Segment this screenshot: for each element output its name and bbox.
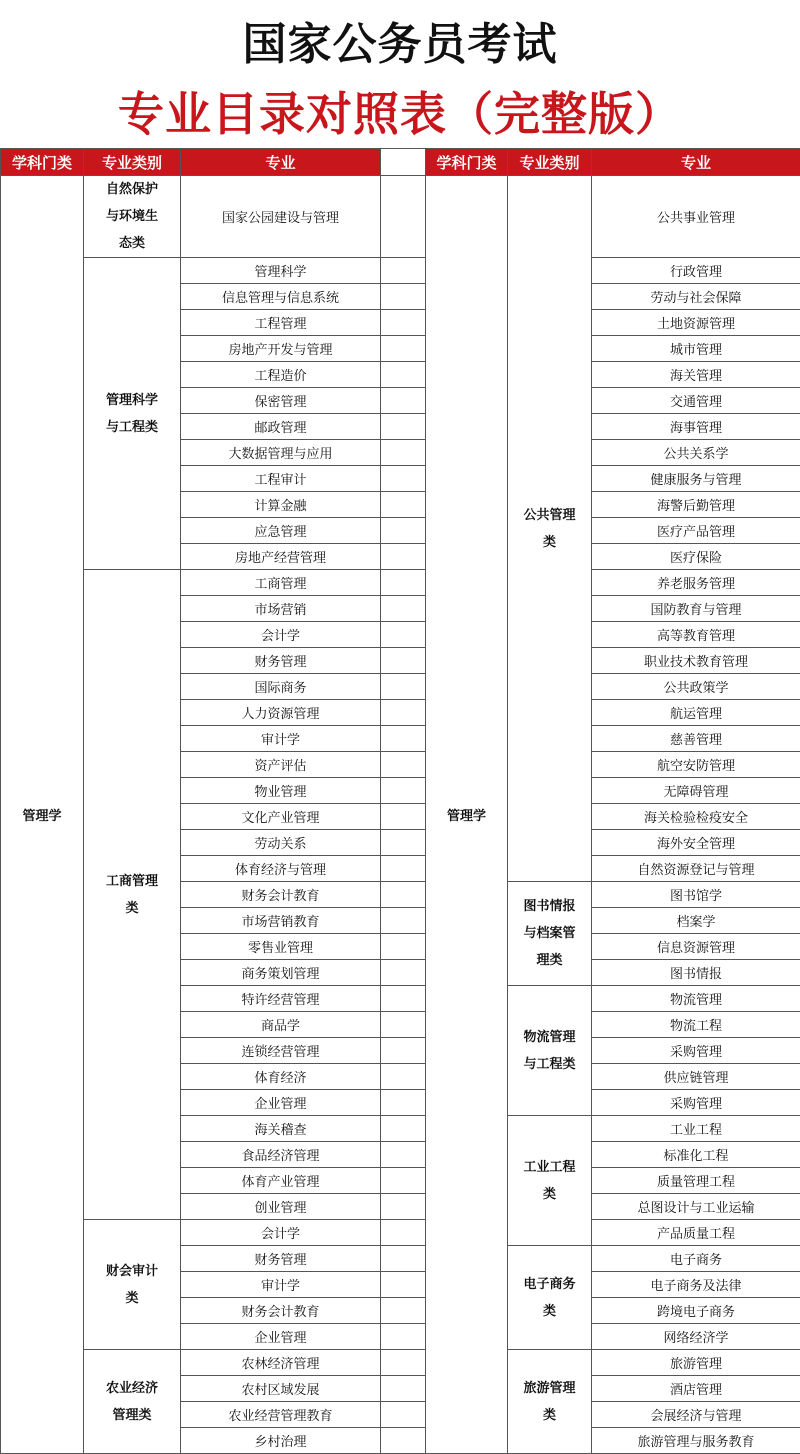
header-major-right: 专业: [592, 149, 800, 176]
category-cell-right: 图书情报 与档案管 理类: [508, 882, 592, 986]
gap-cell: [381, 752, 426, 778]
table-row: [1, 258, 800, 284]
major-cell-left: 海关稽查: [181, 1116, 381, 1142]
header-major-left: 专业: [181, 149, 381, 176]
major-cell-left: 应急管理: [181, 518, 381, 544]
major-cell-left: 创业管理: [181, 1194, 381, 1220]
major-cell-left: 工程管理: [181, 310, 381, 336]
gap-cell: [381, 310, 426, 336]
major-cell-left: 工程造价: [181, 362, 381, 388]
major-cell-right: 航运管理: [592, 700, 800, 726]
major-cell-left: 保密管理: [181, 388, 381, 414]
gap-cell: [381, 1168, 426, 1194]
major-cell-left: 工商管理: [181, 570, 381, 596]
major-cell-right: 医疗产品管理: [592, 518, 800, 544]
major-cell-left: 财务管理: [181, 648, 381, 674]
major-cell-right: 供应链管理: [592, 1064, 800, 1090]
major-cell-left: 房地产开发与管理: [181, 336, 381, 362]
major-cell-left: 财务会计教育: [181, 882, 381, 908]
major-cell-right: 总图设计与工业运输: [592, 1194, 800, 1220]
major-cell-right: 跨境电子商务: [592, 1298, 800, 1324]
gap-cell: [381, 518, 426, 544]
major-cell-right: 电子商务及法律: [592, 1272, 800, 1298]
category-cell-right: 工业工程 类: [508, 1116, 592, 1246]
major-cell-left: 审计学: [181, 1272, 381, 1298]
major-cell-right: 酒店管理: [592, 1376, 800, 1402]
major-cell-left: 连锁经营管理: [181, 1038, 381, 1064]
gap-cell: [381, 778, 426, 804]
major-cell-left: 企业管理: [181, 1090, 381, 1116]
major-cell-left: 农业经营管理教育: [181, 1402, 381, 1428]
major-cell-right: 高等教育管理: [592, 622, 800, 648]
major-cell-left: 财务会计教育: [181, 1298, 381, 1324]
discipline-cell-left: 管理学: [1, 176, 84, 1454]
major-cell-left: 工程审计: [181, 466, 381, 492]
major-cell-right: 交通管理: [592, 388, 800, 414]
category-cell-left: 农业经济 管理类: [84, 1350, 181, 1454]
major-cell-right: 质量管理工程: [592, 1168, 800, 1194]
gap-cell: [381, 674, 426, 700]
gap-cell: [381, 830, 426, 856]
major-cell-left: 财务管理: [181, 1246, 381, 1272]
major-cell-left: 资产评估: [181, 752, 381, 778]
gap-cell: [381, 700, 426, 726]
major-cell-right: 公共政策学: [592, 674, 800, 700]
major-cell-left: 商务策划管理: [181, 960, 381, 986]
major-cell-right: 航空安防管理: [592, 752, 800, 778]
header-gap: [381, 149, 426, 176]
major-cell-left: 会计学: [181, 622, 381, 648]
major-catalog-table: [0, 148, 800, 1454]
major-cell-right: 无障碍管理: [592, 778, 800, 804]
gap-cell: [381, 1402, 426, 1428]
major-cell-left: 国际商务: [181, 674, 381, 700]
major-cell-right: 采购管理: [592, 1038, 800, 1064]
discipline-cell-right: 管理学: [426, 176, 508, 1454]
major-cell-right: 自然资源登记与管理: [592, 856, 800, 882]
gap-cell: [381, 908, 426, 934]
major-cell-right: 物流工程: [592, 1012, 800, 1038]
gap-cell: [381, 1428, 426, 1454]
major-cell-right: 城市管理: [592, 336, 800, 362]
major-cell-left: 管理科学: [181, 258, 381, 284]
gap-cell: [381, 1220, 426, 1246]
major-cell-right: 职业技术教育管理: [592, 648, 800, 674]
table-row: [1, 1350, 800, 1376]
major-cell-left: 邮政管理: [181, 414, 381, 440]
gap-cell: [381, 466, 426, 492]
major-cell-left: 国家公园建设与管理: [181, 176, 381, 258]
gap-cell: [381, 1064, 426, 1090]
page-subtitle: 专业目录对照表（完整版）: [0, 78, 800, 144]
gap-cell: [381, 1038, 426, 1064]
gap-cell: [381, 284, 426, 310]
major-cell-left: 人力资源管理: [181, 700, 381, 726]
major-cell-right: 养老服务管理: [592, 570, 800, 596]
major-cell-right: 劳动与社会保障: [592, 284, 800, 310]
gap-cell: [381, 596, 426, 622]
gap-cell: [381, 1272, 426, 1298]
major-cell-right: 国防教育与管理: [592, 596, 800, 622]
gap-cell: [381, 960, 426, 986]
header-discipline-right: 学科门类: [426, 149, 508, 176]
gap-cell: [381, 1194, 426, 1220]
category-cell-left: 自然保护 与环境生 态类: [84, 176, 181, 258]
category-cell-right: 电子商务 类: [508, 1246, 592, 1350]
major-cell-left: 企业管理: [181, 1324, 381, 1350]
header-discipline-left: 学科门类: [1, 149, 84, 176]
gap-cell: [381, 544, 426, 570]
major-cell-left: 农林经济管理: [181, 1350, 381, 1376]
major-cell-right: 标准化工程: [592, 1142, 800, 1168]
major-cell-right: 图书馆学: [592, 882, 800, 908]
gap-cell: [381, 388, 426, 414]
major-cell-left: 计算金融: [181, 492, 381, 518]
major-cell-right: 公共事业管理: [592, 176, 800, 258]
major-cell-left: 信息管理与信息系统: [181, 284, 381, 310]
major-cell-right: 网络经济学: [592, 1324, 800, 1350]
major-cell-left: 文化产业管理: [181, 804, 381, 830]
major-cell-left: 物业管理: [181, 778, 381, 804]
gap-cell: [381, 176, 426, 258]
gap-cell: [381, 882, 426, 908]
gap-cell: [381, 570, 426, 596]
gap-cell: [381, 1298, 426, 1324]
major-cell-right: 海事管理: [592, 414, 800, 440]
gap-cell: [381, 258, 426, 284]
major-cell-right: 海警后勤管理: [592, 492, 800, 518]
major-cell-left: 乡村治理: [181, 1428, 381, 1454]
major-cell-right: 产品质量工程: [592, 1220, 800, 1246]
major-cell-right: 信息资源管理: [592, 934, 800, 960]
gap-cell: [381, 1376, 426, 1402]
major-cell-right: 工业工程: [592, 1116, 800, 1142]
major-cell-left: 体育产业管理: [181, 1168, 381, 1194]
gap-cell: [381, 440, 426, 466]
major-cell-right: 土地资源管理: [592, 310, 800, 336]
header-category-left: 专业类别: [84, 149, 181, 176]
gap-cell: [381, 648, 426, 674]
major-cell-right: 旅游管理: [592, 1350, 800, 1376]
gap-cell: [381, 1350, 426, 1376]
gap-cell: [381, 856, 426, 882]
category-cell-right: 物流管理 与工程类: [508, 986, 592, 1116]
category-cell-left: 工商管理 类: [84, 570, 181, 1220]
table-header-row: [1, 149, 800, 176]
major-cell-right: 物流管理: [592, 986, 800, 1012]
gap-cell: [381, 492, 426, 518]
major-cell-right: 采购管理: [592, 1090, 800, 1116]
table-row: [1, 570, 800, 596]
major-cell-right: 行政管理: [592, 258, 800, 284]
gap-cell: [381, 804, 426, 830]
gap-cell: [381, 622, 426, 648]
major-cell-left: 体育经济与管理: [181, 856, 381, 882]
major-cell-right: 海关检验检疫安全: [592, 804, 800, 830]
gap-cell: [381, 1116, 426, 1142]
major-cell-right: 海外安全管理: [592, 830, 800, 856]
major-cell-right: 电子商务: [592, 1246, 800, 1272]
category-cell-left: 财会审计 类: [84, 1220, 181, 1350]
major-cell-right: 会展经济与管理: [592, 1402, 800, 1428]
major-cell-right: 图书情报: [592, 960, 800, 986]
gap-cell: [381, 934, 426, 960]
gap-cell: [381, 1090, 426, 1116]
gap-cell: [381, 1012, 426, 1038]
major-cell-left: 食品经济管理: [181, 1142, 381, 1168]
gap-cell: [381, 414, 426, 440]
major-cell-right: 慈善管理: [592, 726, 800, 752]
major-cell-left: 房地产经营管理: [181, 544, 381, 570]
major-cell-right: 海关管理: [592, 362, 800, 388]
major-cell-left: 会计学: [181, 1220, 381, 1246]
major-cell-left: 体育经济: [181, 1064, 381, 1090]
major-cell-left: 零售业管理: [181, 934, 381, 960]
gap-cell: [381, 1324, 426, 1350]
major-cell-right: 旅游管理与服务教育: [592, 1428, 800, 1454]
major-cell-left: 市场营销: [181, 596, 381, 622]
major-cell-right: 健康服务与管理: [592, 466, 800, 492]
major-cell-left: 审计学: [181, 726, 381, 752]
major-cell-left: 大数据管理与应用: [181, 440, 381, 466]
gap-cell: [381, 336, 426, 362]
page-title: 国家公务员考试: [0, 8, 800, 72]
major-cell-right: 公共关系学: [592, 440, 800, 466]
category-cell-right: 公共管理 类: [508, 176, 592, 882]
major-cell-left: 农村区域发展: [181, 1376, 381, 1402]
header-category-right: 专业类别: [508, 149, 592, 176]
category-cell-left: 管理科学 与工程类: [84, 258, 181, 570]
gap-cell: [381, 1142, 426, 1168]
gap-cell: [381, 1246, 426, 1272]
major-cell-right: 医疗保险: [592, 544, 800, 570]
major-cell-left: 市场营销教育: [181, 908, 381, 934]
table-row: [1, 1220, 800, 1246]
gap-cell: [381, 986, 426, 1012]
major-cell-left: 特许经营管理: [181, 986, 381, 1012]
gap-cell: [381, 726, 426, 752]
table-row: [1, 176, 800, 258]
major-cell-left: 劳动关系: [181, 830, 381, 856]
major-cell-right: 档案学: [592, 908, 800, 934]
major-cell-left: 商品学: [181, 1012, 381, 1038]
gap-cell: [381, 362, 426, 388]
category-cell-right: 旅游管理 类: [508, 1350, 592, 1454]
